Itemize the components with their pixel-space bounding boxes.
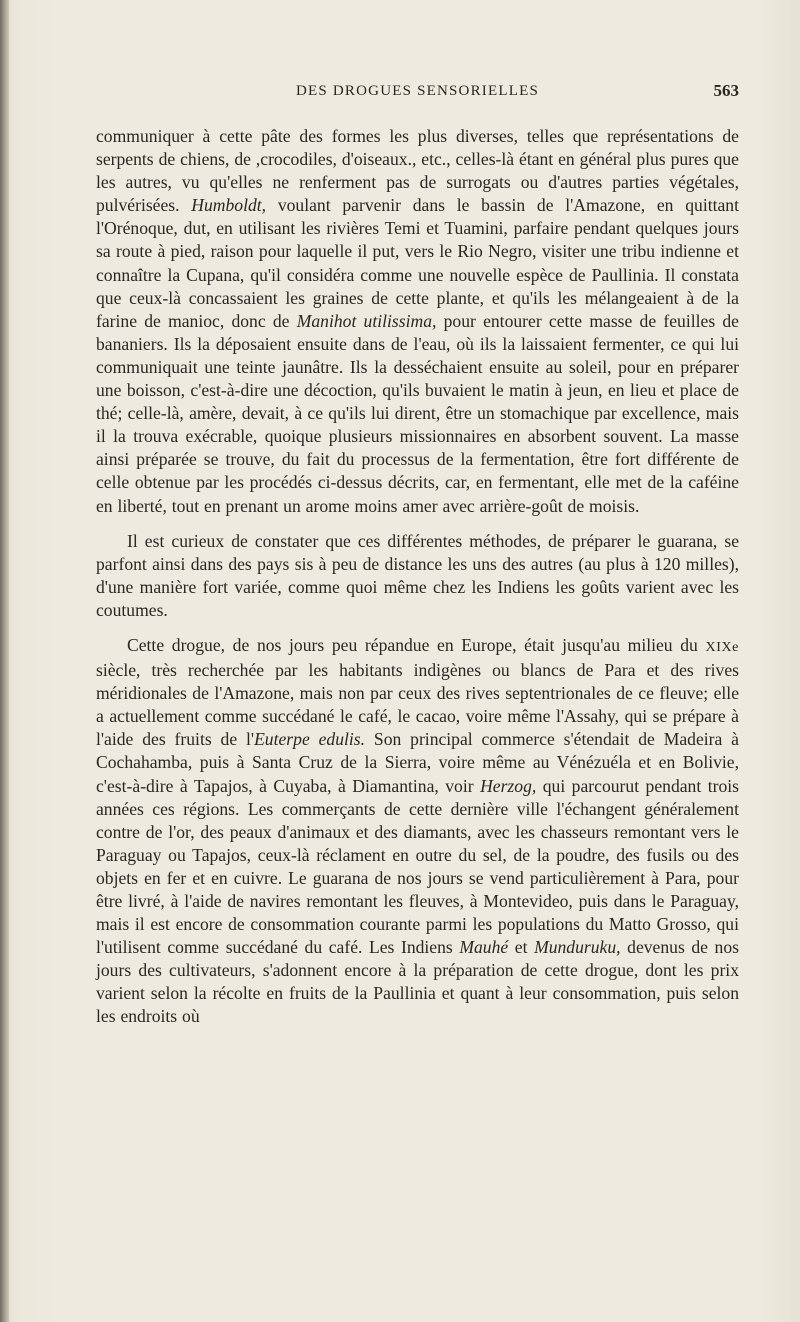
text-run: Cette drogue, de nos jours peu répandue en Europe, était jusqu'au milieu du (127, 634, 706, 655)
text-run: devenus de nos jours des cultivateurs, s'adonnent encore à la préparation de cette drogue, dont les prix varient selon la récolte en fruits de la Paullinia et quant à leur consommation, puis selon les endroits où (96, 937, 739, 1027)
italic-run: Humboldt, (191, 195, 267, 216)
page-number: 563 (713, 81, 739, 100)
italic-run: Herzog, (480, 775, 537, 796)
book-spine-shadow (0, 0, 9, 1322)
italic-run: Munduruku, (534, 937, 621, 958)
text-run: siècle, très recherchée par les habitants indigènes ou blancs de Para et des rives méridionales de l'Amazone, mais non par ceux des rives septentrionales de ce fleuve; elle a actuellement comme succédané le café, le cacao, voire même l'Assahy, qui se prépare à l'aide des fruits de l' (96, 660, 739, 750)
text-run: et (508, 937, 535, 958)
italic-run: Euterpe edulis. (254, 729, 366, 750)
text-run: Son principal commerce s'étendait de Madeira à Cochahamba, puis à Santa Cruz de la Sierra, voire même au Vénézuéla et en Bolivie, c'est-à-dire à Tapajos, à Cuyaba, à Diamantina, voir (96, 729, 739, 796)
italic-run: Manihot utilissima, (296, 310, 437, 331)
running-head: DES DROGUES SENSORIELLES (296, 83, 539, 99)
text-run: communiquer à cette pâte des formes les plus diverses, telles que représentations de serpents de chiens, de ,crocodiles, d'oiseaux., etc., celles-là étant en général plus pures que les autres, vu qu'elles ne renferment pas de surrogats ou d'autres parties végétales, pulvérisées. (96, 126, 739, 216)
italic-run: Mauhé (459, 937, 509, 958)
small-caps-run: XIXe (705, 639, 739, 655)
body-text (96, 125, 739, 1029)
text-run: voulant parvenir dans le bassin de l'Amazone, en quittant l'Orénoque, dut, en utilisant les rivières Temi et Tuamini, parfaire pendant quelques jours sa route à pied, raison pour laquelle il put, vers le Rio Negro, visiter une tribu indienne et connaître la Cupana, qu'il considéra comme une nouvelle espèce de Paullinia. Il constata que ceux-là concassaient les graines de cette plante, et qu'ils les mélangeaient à de la farine de manioc, donc de (96, 195, 739, 331)
text-run: pour entourer cette masse de feuilles de bananiers. Ils la déposaient ensuite dans de l'eau, où ils la laissaient fermenter, ce qui lui communiquait une teinte jaunâtre. Ils la desséchaient ensuite au soleil, pour en préparer une boisson, c'est-à-dire une décoction, qu'ils buvaient le matin à jeun, en lieu et place de thé; celle-là, amère, devait, à ce qu'ils lui dirent, être un stomachique par excellence, mais il la trouva exécrable, quoique plusieurs missionnaires en absorbent souvent. La masse ainsi préparée se trouve, du fait du processus de la fermentation, être fort différente de celle obtenue par les procédés ci-dessus décrits, car, en fermentant, elle met de la caféine en liberté, tout en prenant un arome moins amer avec arrière-goût de moisis. (96, 310, 739, 516)
paragraph-2 (96, 530, 739, 622)
paragraph-1 (96, 125, 739, 518)
text-run: qui parcourut pendant trois années ces régions. Les commerçants de cette dernière ville l'échangent généralement contre de l'or, des peaux d'animaux et des diamants, avec les chasseurs remontant vers le Paraguay ou Tapajos, ceux-là réclament en outre du sel, de la poudre, des fusils ou des objets en fer et en cuivre. Le guarana de nos jours se vend particulièrement à Para, pour être livré, à l'aide de navires remontant les fleuves, à Montevideo, puis dans le Paraguay, mais il est encore de consommation courante parmi les populations du Matto Grosso, qui l'utilisent comme succédané du café. Les Indiens (96, 775, 739, 958)
page-header (96, 83, 739, 107)
paragraph-3 (96, 634, 739, 1029)
text-run: Il est curieux de constater que ces différentes méthodes, de préparer le guarana, se parfont ainsi dans des pays sis à peu de distance les uns des autres (au plus à 120 milles), d'une manière fort variée, comme quoi même chez les Indiens les goûts varient avec les coutumes. (96, 530, 739, 620)
